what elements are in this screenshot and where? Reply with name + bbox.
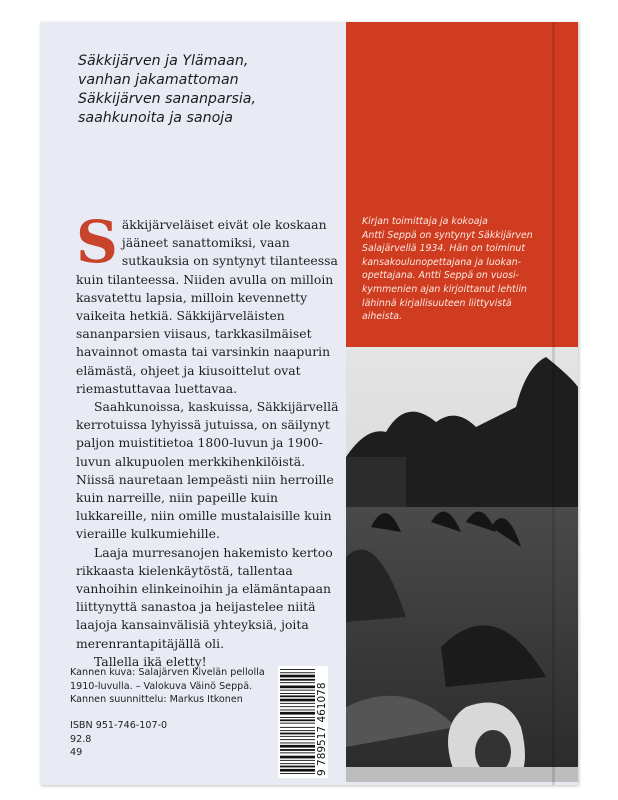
drop-cap: S: [76, 208, 118, 276]
barcode-bar: [280, 690, 315, 691]
barcode-bar: [280, 682, 315, 683]
blurb: [76, 208, 346, 671]
bio-line: kymmenien ajan kirjoittanut lehtiin: [362, 283, 527, 295]
bio-line: Kirjan toimittaja ja kokoaja: [362, 216, 488, 227]
barcode-bar: [280, 710, 315, 711]
bio-line: aiheista.: [362, 311, 402, 323]
credit-line: Kannen suunnittelu: Markus Itkonen: [70, 694, 243, 705]
bio-line: opettajana. Antti Seppä on vuosi-: [362, 270, 519, 282]
cover-photo-field-haystacks: [346, 347, 578, 782]
barcode-digits: 9 789517 461078: [316, 682, 328, 776]
barcode-bar: [280, 752, 315, 753]
barcode-bar: [280, 763, 315, 764]
barcode-bar: [280, 675, 315, 678]
barcode-bar: [280, 669, 315, 670]
barcode-bar: [280, 686, 315, 689]
tagline: [78, 52, 256, 128]
barcode-bar: [280, 736, 315, 737]
bio-line: Antti Seppä on syntynyt Säkkijärven: [362, 229, 533, 241]
barcode-bar: [280, 719, 315, 721]
book-back-cover: [40, 22, 578, 785]
paragraph-2: Saahkunoissa, kaskuissa, Säkkijärvellä kerrotuissa lyhyissä jutuissa, on säilynyt paljon muistitietoa 1800-luvun ja 1900-luvun alkupuolen merkkihenkilöistä. Niissä nauretaan lempeästi niin herroille kuin narreille, niin papeille kuin lukkareille, niin omille mustalaisille kuin vieraille kulkumiehille.: [76, 399, 339, 542]
paragraph-3: Laaja murresanojen hakemisto kertoo rikkaasta kielenkäytöstä, tallentaa vanhoihin elinkeinoihin ja elämäntapaan liittynyttä sanastoa ja heijastelee niitä laajoja kansainvälisiä yhteyksiä, joita merenrantapitäjällä oli.: [76, 544, 333, 651]
barcode-bar: [280, 769, 315, 772]
author-panel: [346, 22, 578, 347]
isbn-block: [70, 719, 167, 760]
barcode-bar: [280, 756, 315, 759]
code: 49: [70, 747, 83, 758]
tagline-line: vanhan jakamattoman: [78, 72, 239, 88]
barcode-bar: [280, 693, 315, 694]
barcode-bar: [280, 745, 315, 748]
barcode-bar: [280, 749, 315, 751]
cover-credits: [70, 666, 265, 707]
barcode-bar: [280, 760, 315, 761]
barcode-bar: [280, 739, 315, 740]
barcode-bar: [280, 706, 315, 707]
credit-line: 1910-luvulla. – Valokuva Väinö Seppä.: [70, 680, 253, 692]
tagline-line: Säkkijärven sananparsia,: [78, 91, 257, 107]
barcode-bar: [280, 730, 315, 731]
classification: 92.8: [70, 733, 92, 745]
text-panel: [40, 22, 346, 785]
barcode-bar: [280, 743, 315, 744]
isbn: ISBN 951-746-107-0: [70, 720, 168, 731]
credit-line: Kannen kuva: Salajärven Kivelän pellolla: [70, 667, 265, 678]
barcode-bar: [280, 679, 315, 681]
barcode-bar: [280, 703, 315, 704]
barcode: [278, 666, 328, 778]
author-bio: [362, 215, 572, 324]
bio-line: kansakoulunopettajana ja luokan-: [362, 256, 522, 268]
bio-line: lähinnä kirjallisuuteen liittyvistä: [362, 297, 512, 309]
barcode-bar: [280, 672, 315, 673]
hinge-line: [552, 22, 555, 785]
barcode-bar: [280, 727, 315, 728]
barcode-bar: [280, 723, 315, 724]
barcode-bar: [280, 712, 315, 715]
bio-line: Salajärvellä 1934. Hän on toiminut: [362, 243, 526, 255]
paragraph-1: äkkijärveläiset eivät ole koskaan jääneet sanattomiksi, vaan sutkauksia on syntynyt tilanteessa kuin tilanteessa. Niiden avulla on milloin kasvatettu lapsia, milloin kevennetty vaikeita hetkiä. Säkkijärveläisten sananparsien viisaus, tarkkasilmäiset havainnot omasta tai varsinkin naapurin elämästä, ohjeet ja kiusoittelut ovat riemastuttavaa luettavaa.: [76, 217, 338, 396]
barcode-bar: [280, 773, 315, 774]
barcode-bar: [280, 733, 315, 735]
barcode-bar: [280, 699, 315, 702]
tagline-line: saahkunoita ja sanoja: [78, 110, 233, 126]
barcode-bar: [280, 766, 315, 768]
barcode-bar: [280, 717, 315, 718]
barcode-bar: [280, 695, 315, 697]
tagline-line: Säkkijärven ja Ylämaan,: [78, 53, 249, 69]
paragraph-4: Tallella ikä eletty!: [94, 653, 207, 669]
